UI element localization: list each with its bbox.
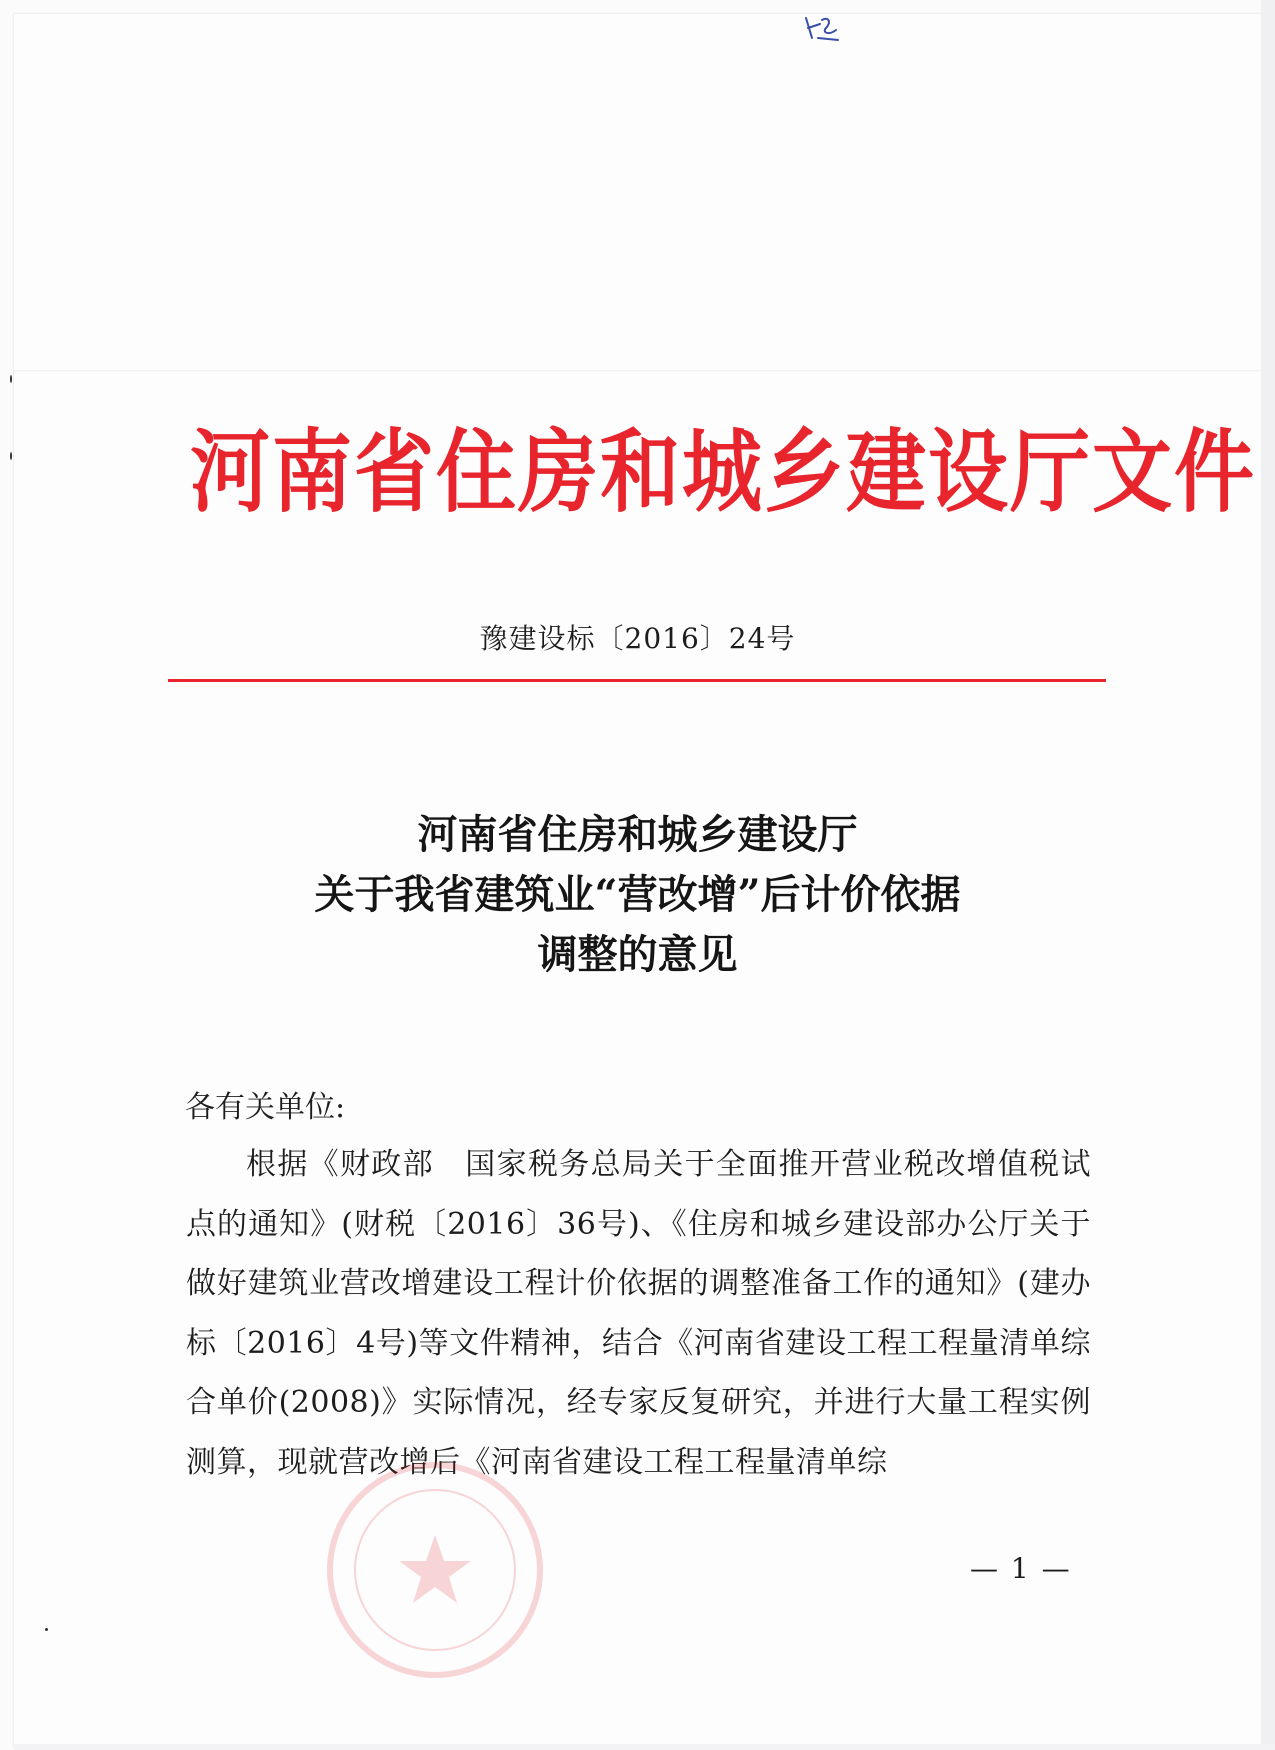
page-number: — 1 — xyxy=(970,1552,1072,1585)
body-paragraph: 根据《财政部 国家税务总局关于全面推开营业税改增值税试点的通知》(财税〔2016〕36号)、《住房和城乡建设部办公厅关于做好建筑业营改增建设工程计价依据的调整准备工作的通知》(建办标〔2016〕4号)等文件精神，结合《河南省建设工程工程量清单综合单价(2008)》实际情况，经专家反复研究，并进行大量工程实例测算，现就营改增后《河南省建设工程工程量清单综 xyxy=(186,1147,1091,1480)
red-divider-line xyxy=(168,679,1106,682)
scan-speck xyxy=(45,1628,48,1631)
document-title xyxy=(0,805,1275,985)
bleed-through-seal-icon xyxy=(320,1455,550,1685)
title-line-2: 关于我省建筑业“营改增”后计价依据 xyxy=(314,871,961,918)
title-line-3: 调整的意见 xyxy=(537,931,738,978)
agency-banner-title: 河南省住房和城乡建设厅文件 xyxy=(190,420,1256,525)
title-line-1: 河南省住房和城乡建设厅 xyxy=(417,811,858,858)
document-number: 豫建设标〔2016〕24号 xyxy=(479,622,796,655)
paper-fold-line xyxy=(14,370,1264,372)
salutation: 各有关单位: xyxy=(185,1090,346,1125)
handwritten-mark-icon xyxy=(798,12,846,48)
scan-speck xyxy=(10,452,12,460)
scan-speck xyxy=(10,375,12,383)
scanner-bottom-edge xyxy=(14,1744,1275,1750)
